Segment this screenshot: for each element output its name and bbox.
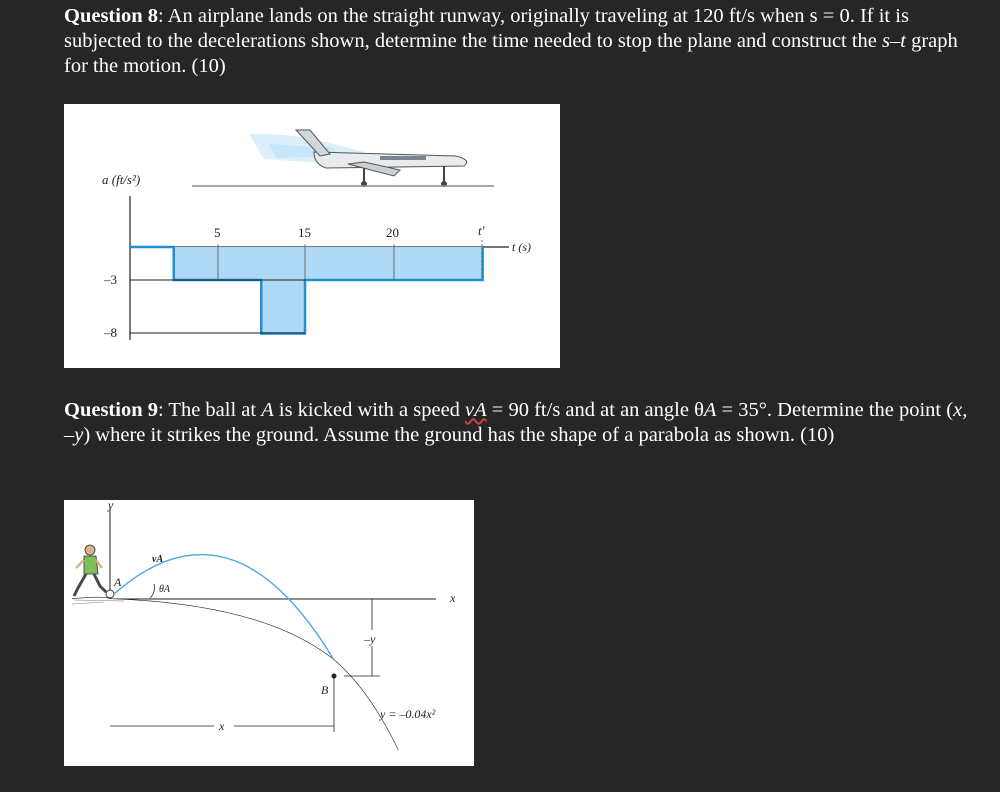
question-8-body-b: graph for the motion. (10) [64,30,958,77]
x-axis-label: t (s) [512,240,531,254]
ground-equation: y = –0.04x² [380,707,436,721]
question-8-body-a: : An airplane lands on the straight runway, originally traveling at 120 ft/s when s = 0. If it is subjected to the decelerations shown, determine the time needed to stop the plane and construct the [64,5,909,52]
neg-y-label: –y [364,632,376,646]
x-dimension-label: x [219,719,225,733]
x-tick-15: 15 [298,225,311,240]
y-tick-minus8: –8 [104,325,117,340]
projectile-diagram [64,500,474,766]
point-b-label: B [321,683,329,697]
kicker-figure [74,545,106,596]
figure-projectile [64,500,474,766]
acceleration-area [174,247,483,334]
x-axis-label: x [450,591,456,605]
question-9-label: Question 9 [64,399,158,421]
question-9-text: Question 9: The ball at A is kicked with a speed vA = 90 ft/s and at an angle θA = 35°. Determine the point (x, –y) where it strikes the ground. Assume the ground has the shape of a parabola as shown. (10) [64,399,968,446]
x-tick-20: 20 [386,225,399,240]
speed-symbol: vA [465,399,487,421]
y-tick-minus3: –3 [104,272,117,287]
question-8-text [64,4,974,79]
ball [106,590,114,598]
question-8-label: Question 8 [64,5,158,27]
st-graph-term: s–t [882,30,906,52]
point-a-label: A [114,575,122,589]
velocity-label: vA [152,554,164,565]
figure-acceleration-time [64,104,560,368]
y-axis-label: y [108,500,114,512]
a-t-graph [64,104,560,368]
y-axis-label: a (ft/s²) [102,172,141,187]
airplane-illustration [249,130,467,187]
angle-label: θA [159,584,171,595]
x-tick-tprime: t′ [478,223,485,238]
x-tick-5: 5 [214,225,221,240]
